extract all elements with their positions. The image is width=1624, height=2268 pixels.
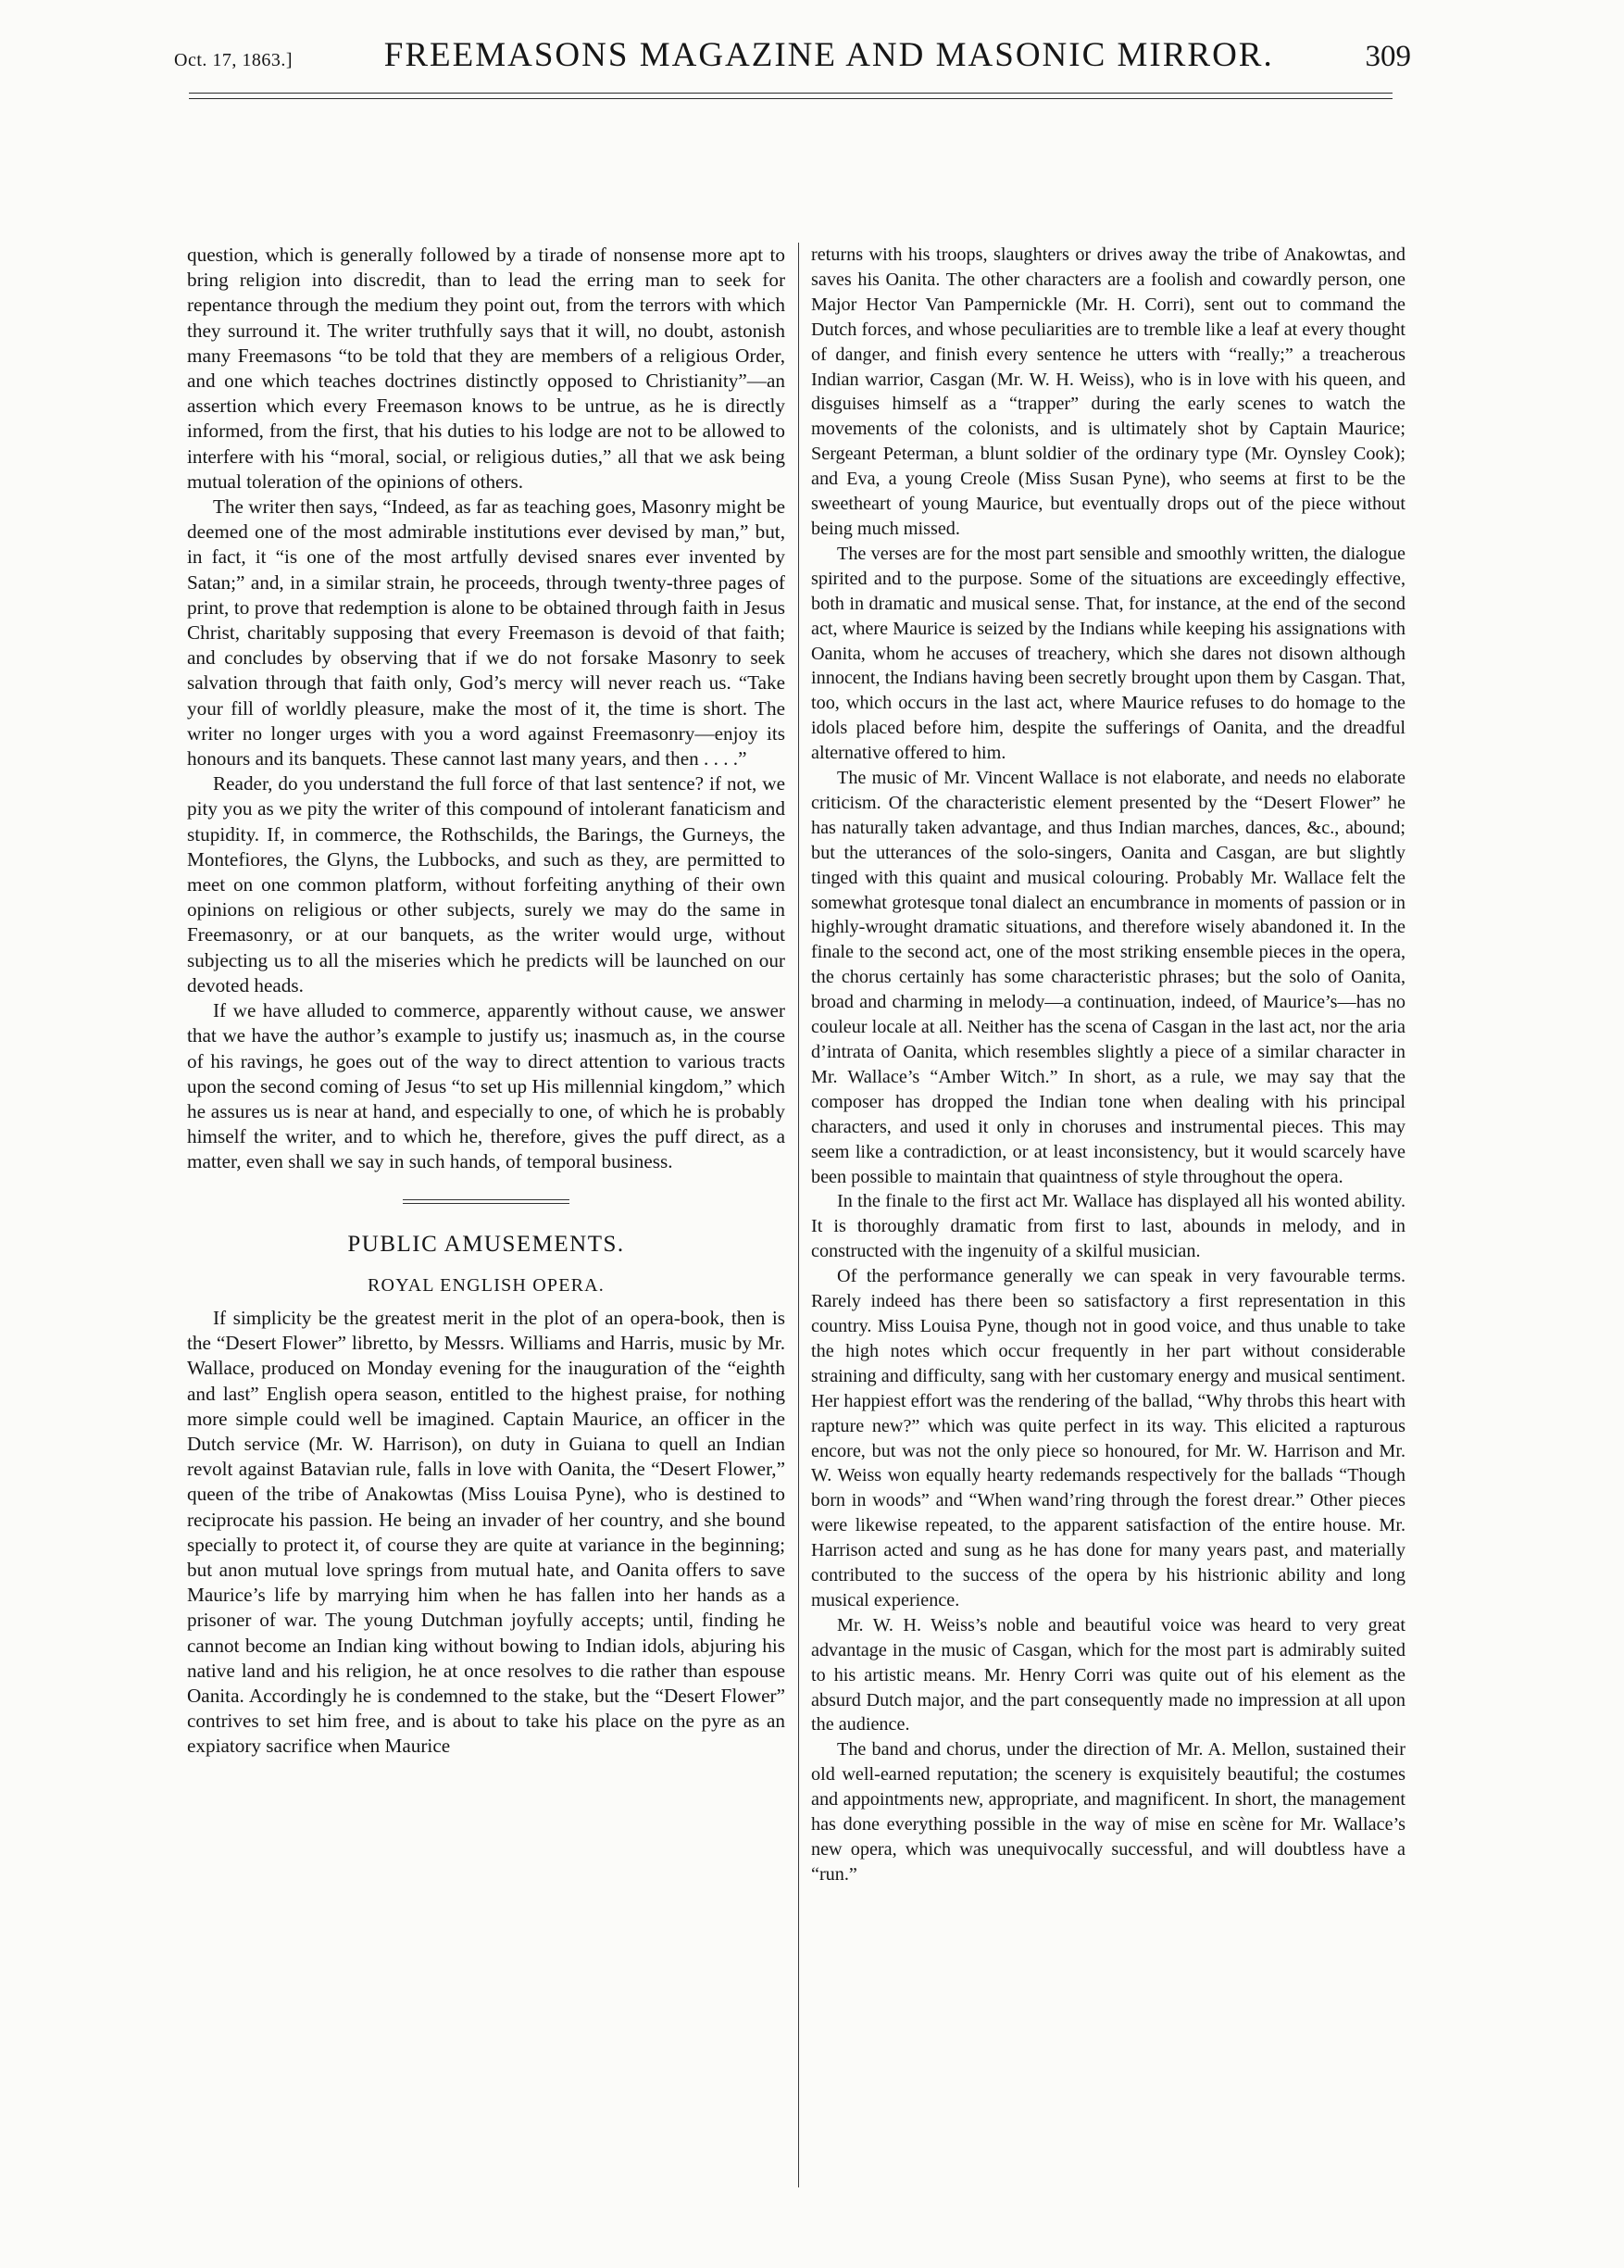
body-paragraph: The verses are for the most part sensible and smoothly written, the dialogue spirited and to the purpose. Some of the situations are exceedingly effective, both in dramatic and musical sense. That, for instance, at the end of the second act, where Maurice is seized by the Indians while keeping his assignations with Oanita, whom he accuses of treachery, which she dares not disown although innocent, the Indians having been secretly brought upon them by Casgan. That, too, which occurs in the last act, where Maurice refuses to do homage to the idols placed before him, despite the sufferings of Oanita, and the dreadful alternative offered to him. <box>811 543 1405 764</box>
column-divider <box>798 243 799 2187</box>
issue-date: Oct. 17, 1863.] <box>174 50 294 70</box>
body-paragraph: If simplicity be the greatest merit in the plot of an opera-book, then is the “Desert Flower” libretto, by Messrs. Williams and Harris, music by Mr. Wallace, produced on Monday evening for the inauguration of the “eighth and last” English opera season, entitled to the highest praise, for nothing more simple could well be imagined. Captain Maurice, an officer in the Dutch service (Mr. W. Harrison), on duty in Guiana to quell an Indian revolt against Batavian rule, falls in love with Oanita, the “Desert Flower,” queen of the tribe of Anakowtas (Miss Louisa Pyne), who is destined to reciprocate his passion. He being an invader of her country, and she bound specially to protect it, of course they are quite at variance in the beginning; but anon mutual love springs from mutual hate, and Oanita offers to save Maurice’s life by marrying him when he has fallen into her hands as a prisoner of war. The young Dutchman joyfully accepts; until, finding he cannot become an Indian king without bowing to Indian idols, abjuring his native land and his religion, he at once resolves to die rather than espouse Oanita. Accordingly he is condemned to the stake, but the “Desert Flower” contrives to set him free, and is about to take his place on the pyre as an expiatory sacrifice when Maurice <box>187 1306 785 1758</box>
body-paragraph: The band and chorus, under the direction of Mr. A. Mellon, sustained their old well-earned reputation; the scenery is exquisitely beautiful; the costumes and appointments new, appropriate, and magnificent. In short, the management has done everything possible in the way of mise en scène for Mr. Wallace’s new opera, which was unequivocally successful, and will doubtless have a “run.” <box>811 1739 1405 1885</box>
header-rule-bottom <box>189 98 1393 99</box>
section-heading: PUBLIC AMUSEMENTS. <box>347 1231 625 1257</box>
body-paragraph: Reader, do you understand the full force of that last sentence? if not, we pity you as we pity the writer of this compound of intolerant fanaticism and stupidity. If, in commerce, the Rothschilds, the Barings, the Gurneys, the Montefiores, the Glyns, the Lubbocks, and such as they, are permitted to meet on one common platform, without forfeiting anything of their own opinions on religious or other subjects, surely we may do the same in Freemasonry, or at our banquets, as the writer would urge, without subjecting us to all the miseries which he predicts will be launched on our devoted heads. <box>187 772 785 996</box>
body-paragraph: If we have alluded to commerce, apparently without cause, we answer that we have the author’s example to justify us; inasmuch as, in the course of his ravings, he goes out of the way to direct attention to various tracts upon the second coming of Jesus “to set up His millennial kingdom,” which he assures us is near at hand, and especially to one, of which he is probably himself the writer, and to which he, therefore, gives the puff direct, as a matter, even shall we say in such hands, of temporal business. <box>187 999 785 1173</box>
magazine-title: FREEMASONS MAGAZINE AND MASONIC MIRROR. <box>383 36 1274 74</box>
header-rule-top <box>189 93 1393 94</box>
body-paragraph: returns with his troops, slaughters or drives away the tribe of Anakowtas, and saves his Oanita. The other characters are a foolish and cowardly person, one Major Hector Van Pampernickle (Mr. H. Corri), sent out to command the Dutch forces, and whose peculiarities are to tremble like a leaf at every thought of danger, and finish every sentence he utters with “really;” a treacherous Indian warrior, Casgan (Mr. W. H. Weiss), who is in love with his queen, and disguises himself as a “trapper” during the early scenes to watch the movements of the colonists, and is ultimately shot by Captain Maurice; Sergeant Peterman, a blunt soldier of the ordinary type (Mr. Oynsley Cook); and Eva, a young Creole (Miss Susan Pyne), who seems at first to be the sweetheart of young Maurice, but eventually drops out of the piece without being much missed. <box>811 244 1405 539</box>
body-paragraph: Of the performance generally we can speak in very favourable terms. Rarely indeed has there been so satisfactory a first representation in this country. Miss Louisa Pyne, though not in good voice, and thus unable to take the high notes which occur frequently in her part without considerable straining and difficulty, sang with her customary energy and musical sentiment. Her happiest effort was the rendering of the ballad, “Why throbs this heart with rapture new?” which was quite perfect in its way. This elicited a rapturous encore, but was not the only piece so honoured, for Mr. W. Harrison and Mr. W. Weiss won equally hearty redemands respectively for the ballads “Though born in woods” and “When wand’ring through the forest drear.” Other pieces were likewise repeated, to the apparent satisfaction of the entire house. Mr. Harrison acted and sung as he has done for many years past, and materially contributed to the success of the opera by his histrionic ability and long musical experience. <box>811 1266 1405 1610</box>
body-paragraph: The writer then says, “Indeed, as far as teaching goes, Masonry might be deemed one of the most admirable institutions ever devised by man,” but, in fact, it “is one of the most artfully devised snares ever invented by Satan;” and, in a similar strain, he proceeds, through twenty-three pages of print, to prove that redemption is alone to be obtained through faith in Jesus Christ, charitably supposing that every Freemason is devoid of that faith; and concludes by observing that if we do not forsake Masonry to seek salvation through that faith only, God’s mercy will never reach us. “Take your fill of worldly pleasure, make the most of it, the time is short. The writer no longer urges with you a word against Freemasonry—enjoy its honours and its banquets. These cannot last many years, and then . . . .” <box>187 495 785 771</box>
body-paragraph: Mr. W. H. Weiss’s noble and beautiful voice was heard to very great advantage in the music of Casgan, which for the most part is admirably suited to his artistic means. Mr. Henry Corri was quite out of his element as the absurd Dutch major, and the part consequently made no impression at all upon the audience. <box>811 1614 1405 1735</box>
body-paragraph: question, which is generally followed by a tirade of nonsense more apt to bring religion into discredit, than to lead the erring man to seek for repentance through the medium they point out, from the terrors with which they surround it. The writer truthfully says that it will, no doubt, astonish many Freemasons “to be told that they are members of a religious Order, and one which teaches doctrines distinctly opposed to Christianity”—an assertion which every Freemason knows to be untrue, as he is directly informed, from the first, that his duties to his lodge are not to be allowed to interfere with his “moral, social, or religious duties,” all that we ask being mutual toleration of the opinions of others. <box>187 244 785 493</box>
sub-heading: ROYAL ENGLISH OPERA. <box>367 1274 606 1296</box>
body-paragraph: In the finale to the first act Mr. Wallace has displayed all his wonted ability. It is thoroughly dramatic from first to last, abounds in melody, and in constructed with the ingenuity of a skilful musician. <box>811 1191 1405 1262</box>
page-number: 309 <box>1365 40 1411 73</box>
section-separator <box>403 1199 569 1204</box>
left-column <box>187 243 785 1760</box>
body-paragraph: The music of Mr. Vincent Wallace is not elaborate, and needs no elaborate criticism. Of the characteristic element presented by the “Desert Flower” he has naturally taken advantage, and thus Indian marches, dances, &c., abound; but the utterances of the solo-singers, Oanita and Casgan, are but slightly tinged with this quaint and musical colouring. Probably Mr. Wallace felt the somewhat grotesque tonal dialect an encumbrance in moments of passion or in highly-wrought dramatic situations, and therefore wisely abandoned it. In the finale to the second act, one of the most striking ensemble pieces in the opera, the chorus certainly has some characteristic phrases; but the solo of Oanita, broad and charming in melody—a continuation, indeed, of Maurice’s—has no couleur locale at all. Neither has the scena of Casgan in the last act, nor the aria d’intrata of Oanita, which resembles slightly a piece of a similar character in Mr. Wallace’s “Amber Witch.” In short, as a rule, we may say that the composer has dropped the Indian tone when dealing with his principal characters, and used it only in choruses and instrumental pieces. This may seem like a contradiction, or at least inconsistency, but it would scarcely have been possible to maintain that quaintness of style throughout the opera. <box>811 768 1405 1187</box>
page-header <box>174 35 1411 85</box>
right-column <box>811 243 1405 1887</box>
